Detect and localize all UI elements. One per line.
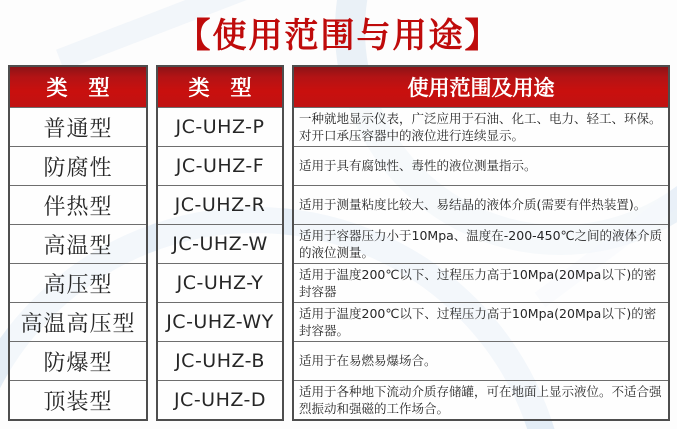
type-cell: 顶装型 <box>10 380 146 419</box>
type-cell: 防腐性 <box>10 146 146 185</box>
type-cell: 伴热型 <box>10 185 146 224</box>
model-cell: JC-UHZ-P <box>158 107 282 146</box>
page-title: 【使用范围与用途】 <box>176 16 501 56</box>
type-column <box>8 65 148 421</box>
type-cell: 普通型 <box>10 107 146 146</box>
usage-cell: 适用于温度200℃以下、过程压力高于10Mpa(20Mpa以下)的密封容器。 <box>294 302 668 341</box>
type-cell: 高温高压型 <box>10 302 146 341</box>
model-cell: JC-UHZ-R <box>158 185 282 224</box>
usage-cell: 适用于容器压力小于10Mpa、温度在-200-450℃之间的液体介质的液位测量。 <box>294 224 668 263</box>
model-column-header: 类 型 <box>158 67 282 107</box>
usage-column-header: 使用范围及用途 <box>294 67 668 107</box>
model-cell: JC-UHZ-Y <box>158 263 282 302</box>
spec-table <box>8 65 670 421</box>
usage-cell: 适用于在易燃易爆场合。 <box>294 341 668 380</box>
model-cell: JC-UHZ-D <box>158 380 282 419</box>
model-cell: JC-UHZ-B <box>158 341 282 380</box>
type-column-header: 类 型 <box>10 67 146 107</box>
usage-cell: 适用于各种地下流动介质存储罐，可在地面上显示液位。不适合强烈振动和强磁的工作场合。 <box>294 380 668 419</box>
model-cell: JC-UHZ-WY <box>158 302 282 341</box>
usage-cell: 一种就地显示仪表，广泛应用于石油、化工、电力、轻工、环保。对开口承压容器中的液位进行连续显示。 <box>294 107 668 146</box>
model-cell: JC-UHZ-F <box>158 146 282 185</box>
usage-cell: 适用于具有腐蚀性、毒性的液位测量指示。 <box>294 146 668 185</box>
usage-cell: 适用于测量粘度比较大、易结晶的液体介质(需要有伴热装置)。 <box>294 185 668 224</box>
usage-cell: 适用于温度200℃以下、过程压力高于10Mpa(20Mpa以下)的密封容器 <box>294 263 668 302</box>
type-cell: 高压型 <box>10 263 146 302</box>
model-column <box>156 65 284 421</box>
usage-column <box>292 65 670 421</box>
model-cell: JC-UHZ-W <box>158 224 282 263</box>
type-cell: 高温型 <box>10 224 146 263</box>
type-cell: 防爆型 <box>10 341 146 380</box>
